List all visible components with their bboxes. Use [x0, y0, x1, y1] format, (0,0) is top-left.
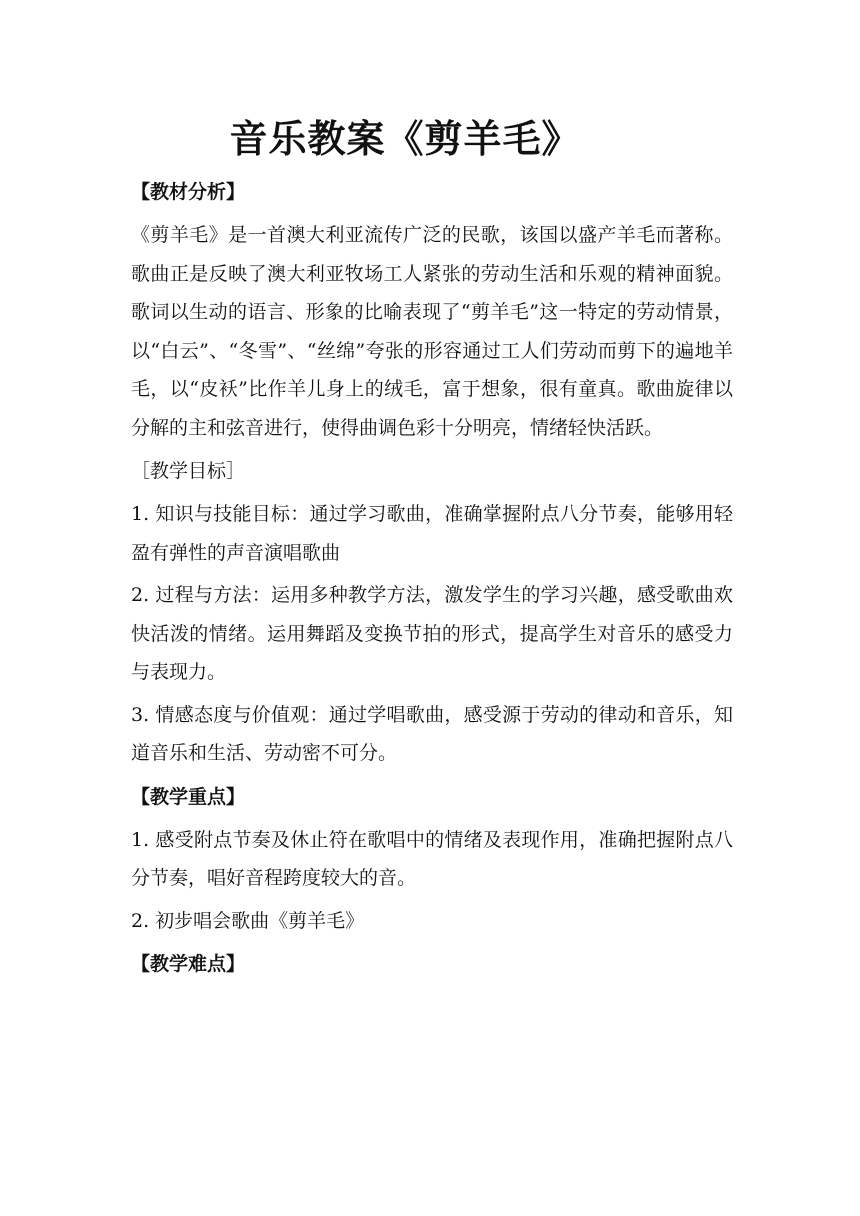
section-heading-analysis: 【教材分析】: [131, 181, 246, 203]
analysis-paragraph: 《剪羊毛》是一首澳大利亚流传广泛的民歌，该国以盛产羊毛而著称。歌曲正是反映了澳大利亚牧场工人紧张的劳动生活和乐观的精神面貌。歌词以生动的语言、形象的比喻表现了“剪羊毛”这一特定的劳动情景，以“白云”、“冬雪”、“丝绵”夸张的形容通过工人们劳动而剪下的遍地羊毛，以“皮袄”比作羊儿身上的绒毛，富于想象，很有童真。歌曲旋律以分解的主和弦音进行，使得曲调色彩十分明亮，情绪轻快活跃。: [131, 224, 733, 439]
key-point-item-1: 1. 感受附点节奏及休止符在歌唱中的情绪及表现作用，准确把握附点八分节奏，唱好音程跨度较大的音。: [131, 828, 733, 889]
section-heading-difficulties: 【教学难点】: [131, 953, 246, 975]
objective-item-1: 1. 知识与技能目标：通过学习歌曲，准确掌握附点八分节奏，能够用轻盈有弹性的声音演唱歌曲: [131, 503, 733, 564]
key-point-item-2: 2. 初步唱会歌曲《剪羊毛》: [131, 909, 365, 932]
objective-item-3: 3. 情感态度与价值观：通过学唱歌曲，感受源于劳动的律动和音乐，知道音乐和生活、劳动密不可分。: [131, 703, 733, 764]
section-heading-key-points: 【教学重点】: [131, 785, 246, 808]
section-heading-objectives: ［教学目标］: [131, 460, 246, 482]
document-body: [131, 172, 733, 988]
objective-item-2: 2. 过程与方法：运用多种教学方法，激发学生的学习兴趣，感受歌曲欢快活泼的情绪。运用舞蹈及变换节拍的形式，提高学生对音乐的感受力与表现力。: [131, 584, 733, 683]
document-title: 音乐教案《剪羊毛》: [229, 116, 581, 161]
